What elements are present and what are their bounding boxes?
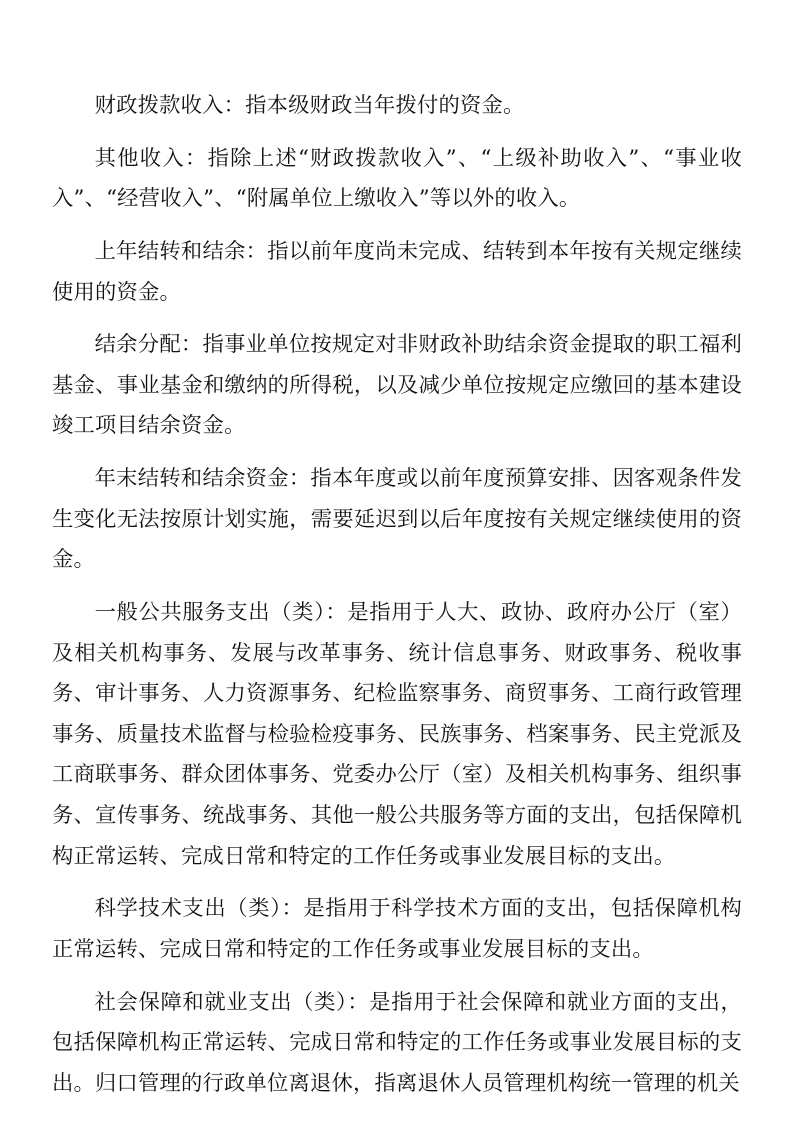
document-body: [52, 86, 742, 1116]
paragraph-year-end-carryover: 年末结转和结余资金：指本年度或以前年度预算安排、因客观条件发生变化无法按原计划实施，需要延迟到以后年度按有关规定继续使用的资金。: [52, 466, 742, 573]
paragraph-social-security-employment: 社会保障和就业支出（类）：是指用于社会保障和就业方面的支出，包括保障机构正常运转、完成日常和特定的工作任务或事业发展目标的支出。归口管理的行政单位离退休，指离退休人员管理机构统一管理的机关: [52, 989, 742, 1096]
paragraph-fiscal-appropriation-income: 财政拨款收入：指本级财政当年拨付的资金。: [94, 93, 525, 118]
paragraph-general-public-services: 一般公共服务支出（类）：是指用于人大、政协、政府办公厅（室）及相关机构事务、发展与改革事务、统计信息事务、财政事务、税收事务、审计事务、人力资源事务、纪检监察事务、商贸事务、工商行政管理事务、质量技术监督与检验检疫事务、民族事务、档案事务、民主党派及工商联事务、群众团体事务、党委办公厅（室）及相关机构事务、组织事务、宣传事务、统战事务、其他一般公共服务等方面的支出，包括保障机构正常运转、完成日常和特定的工作任务或事业发展目标的支出。: [52, 600, 742, 869]
paragraph-other-income: 其他收入：指除上述“财政拨款收入”、“上级补助收入”、“事业收入”、“经营收入”、“附属单位上缴收入”等以外的收入。: [52, 145, 742, 212]
paragraph-science-technology: 科学技术支出（类）：是指用于科学技术方面的支出，包括保障机构正常运转、完成日常和特定的工作任务或事业发展目标的支出。: [52, 896, 742, 962]
paragraph-prior-year-carryover: 上年结转和结余：指以前年度尚未完成、结转到本年按有关规定继续使用的资金。: [52, 238, 742, 305]
paragraph-surplus-distribution: 结余分配：指事业单位按规定对非财政补助结余资金提取的职工福利基金、事业基金和缴纳的所得税，以及减少单位按规定应缴回的基本建设竣工项目结余资金。: [52, 332, 742, 439]
